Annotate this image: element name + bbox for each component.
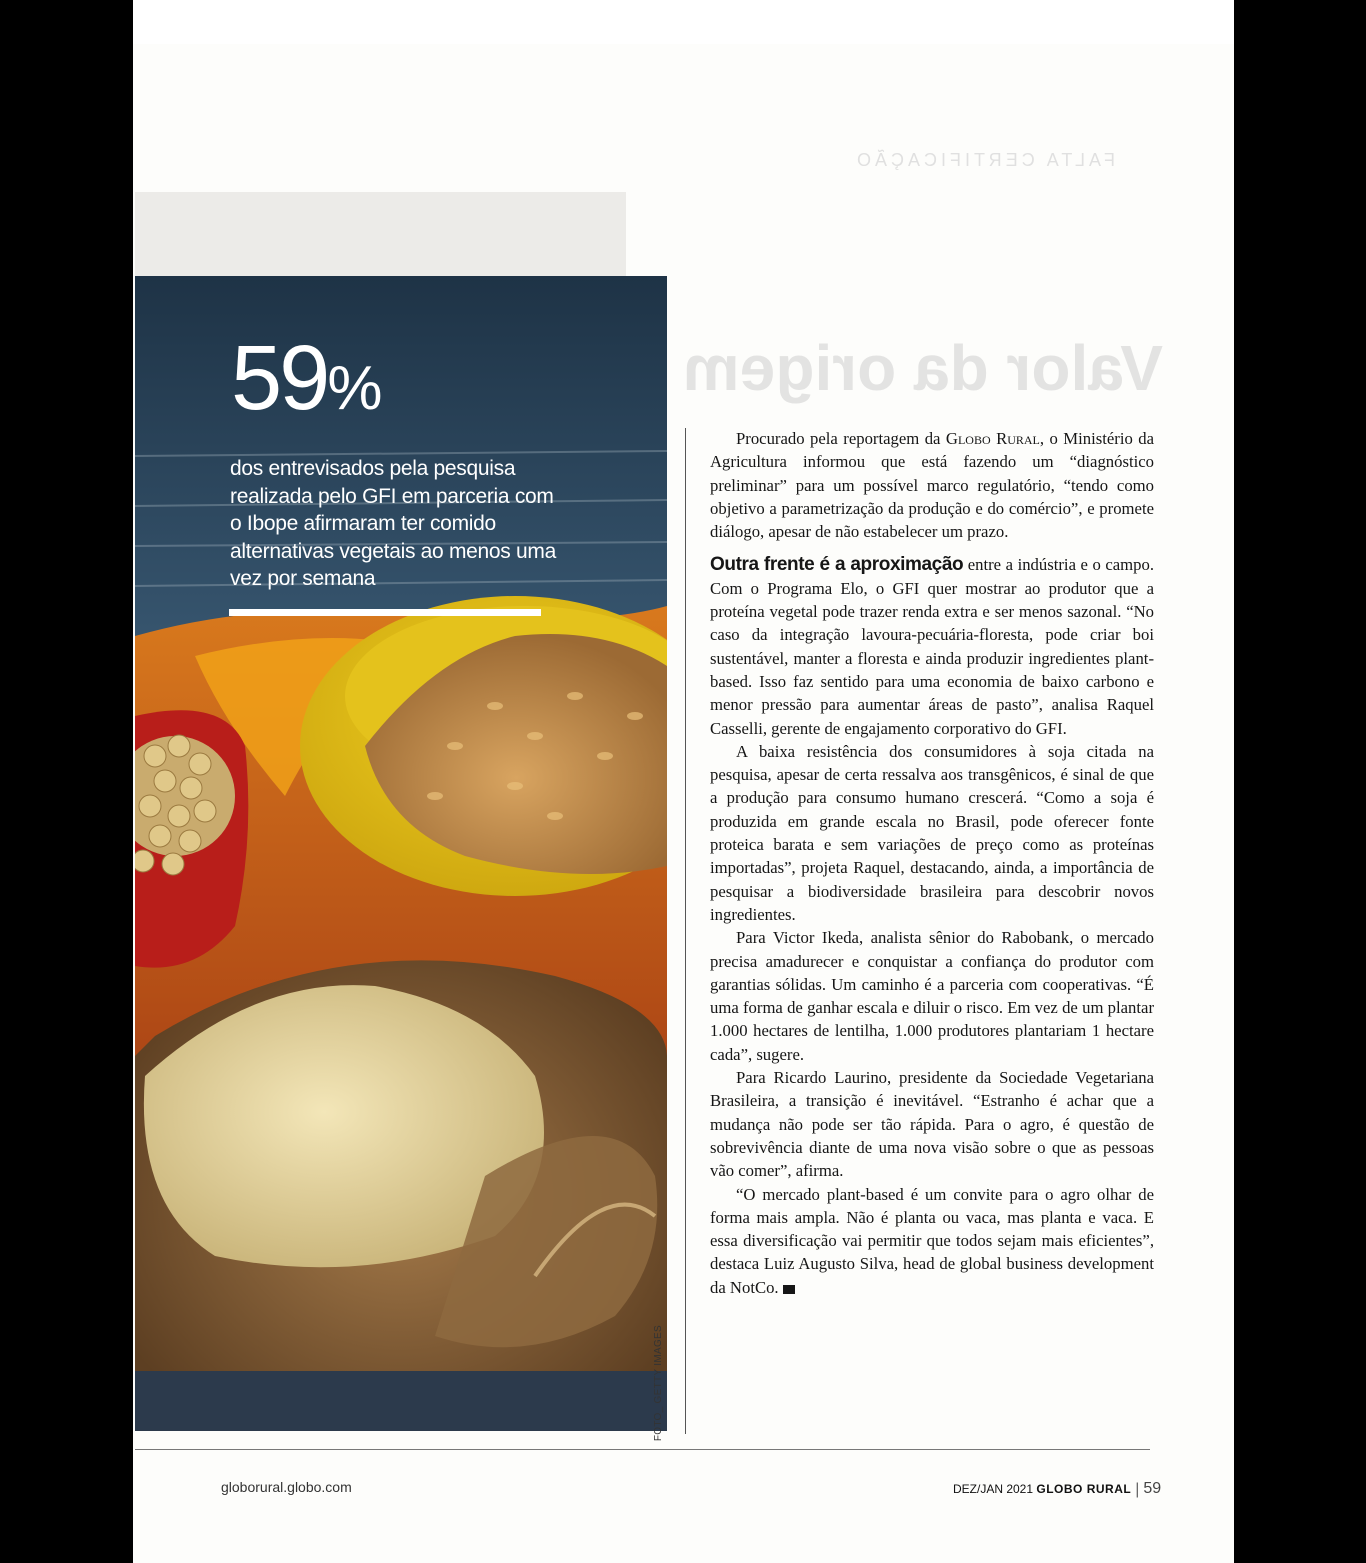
footer-folio bbox=[953, 1480, 1161, 1499]
footer-date: DEZ/JAN 2021 bbox=[953, 1482, 1034, 1496]
food-photo bbox=[135, 276, 667, 1431]
paragraph-6: “O mercado plant-based é um convite para o agro olhar de forma mais ampla. Não é planta ou vaca, mas planta e vaca. E essa diversificação vai permitir que todos sejam mais eficientes”, destaca Luiz Augusto Silva, head de global business development da NotCo. bbox=[710, 1184, 1154, 1297]
paragraph-3: A baixa resistência dos consumidores à soja citada na pesquisa, apesar de certa ressalva aos transgênicos, é sinal de que a produção para consumo humano crescerá. “Como a soja é produzida em grande escala no Brasil, pode oferecer fonte proteica barata e sem variações de preço como as proteínas importadas”, projeta Raquel, destacando, ainda, a importância de pesquisar a biodiversidade brasileira para descobrir novos ingredientes. bbox=[710, 741, 1154, 924]
paragraph-1: Procurado pela reportagem da Globo Rural, o Ministério da Agricultura informou que está fazendo um “diagnóstico preliminar” para um possível marco regulatório, “tendo como objetivo a parametrização da produção e do comércio”, e promete diálogo, apesar de não estabelecer um prazo. bbox=[710, 429, 1155, 542]
stat-underline bbox=[229, 609, 541, 616]
paragraph-2: Outra frente é a aproximação entre a indústria e o campo. Com o Programa Elo, o GFI quer mostrar ao produtor que a proteína vegetal pode trazer renda extra e ser menos sazonal. “No caso da integração lavoura-pecuária-floresta, pode criar boi sustentável, manter a floresta e ainda produzir ingredientes plant-based. Isso faz sentido para uma economia de baixo carbono e menor pressão para aumentar áreas de pasto”, analisa Raquel Casselli, gerente de engajamento corporativo do GFI. bbox=[710, 554, 1154, 738]
paragraph-5: Para Ricardo Laurino, presidente da Sociedade Vegetariana Brasileira, a transição é inevitável. “Estranho é achar que a mudança não pode ser tão rápida. Para o agro, é questão de sobrevivência diante de uma nova visão sobre o que as pessoas vão comer”, afirma. bbox=[710, 1068, 1154, 1181]
photo-credit: FOTO_ GETTY IMAGES bbox=[653, 1325, 664, 1442]
article-body bbox=[710, 427, 1154, 1299]
end-of-article-icon bbox=[783, 1285, 795, 1294]
footer-separator: | bbox=[1135, 1481, 1140, 1498]
grey-strip bbox=[135, 192, 626, 276]
plant-protein-photo bbox=[135, 276, 667, 1431]
page-number: 59 bbox=[1143, 1480, 1162, 1497]
footer-website: globorural.globo.com bbox=[221, 1479, 352, 1495]
scan-top-margin bbox=[133, 0, 1234, 44]
footer-rule bbox=[135, 1449, 1150, 1450]
bleed-through-title: Valor da origem bbox=[682, 332, 1163, 404]
column-divider bbox=[685, 428, 686, 1434]
footer-magazine: GLOBO RURAL bbox=[1036, 1482, 1132, 1496]
stat-description: dos entrevisados pela pesquisa realizada pelo GFI em parceria com o Ibope afirmaram ter comido alternativas vegetais ao menos uma vez por semana bbox=[230, 457, 556, 590]
paragraph-4: Para Victor Ikeda, analista sênior do Rabobank, o mercado precisa amadurecer e conquistar a confiança do produtor com garantias sólidas. Um caminho é a parceria com cooperativas. “É uma forma de ganhar escala e diluir o risco. Em vez de um plantar 1.000 hectares de lentilha, 1.000 produtores plantariam 1 hectare cada”, sugere. bbox=[710, 928, 1154, 1064]
stat-number: 59% bbox=[231, 327, 380, 429]
section-lead-in: Outra frente é a aproximação bbox=[710, 554, 964, 576]
stat-percent-sign: % bbox=[327, 354, 380, 423]
magazine-page bbox=[133, 0, 1234, 1563]
magazine-name-inline: Globo Rural bbox=[945, 429, 1040, 448]
bleed-through-kicker: FALTA CERTIFICAÇÃO bbox=[853, 150, 1116, 170]
